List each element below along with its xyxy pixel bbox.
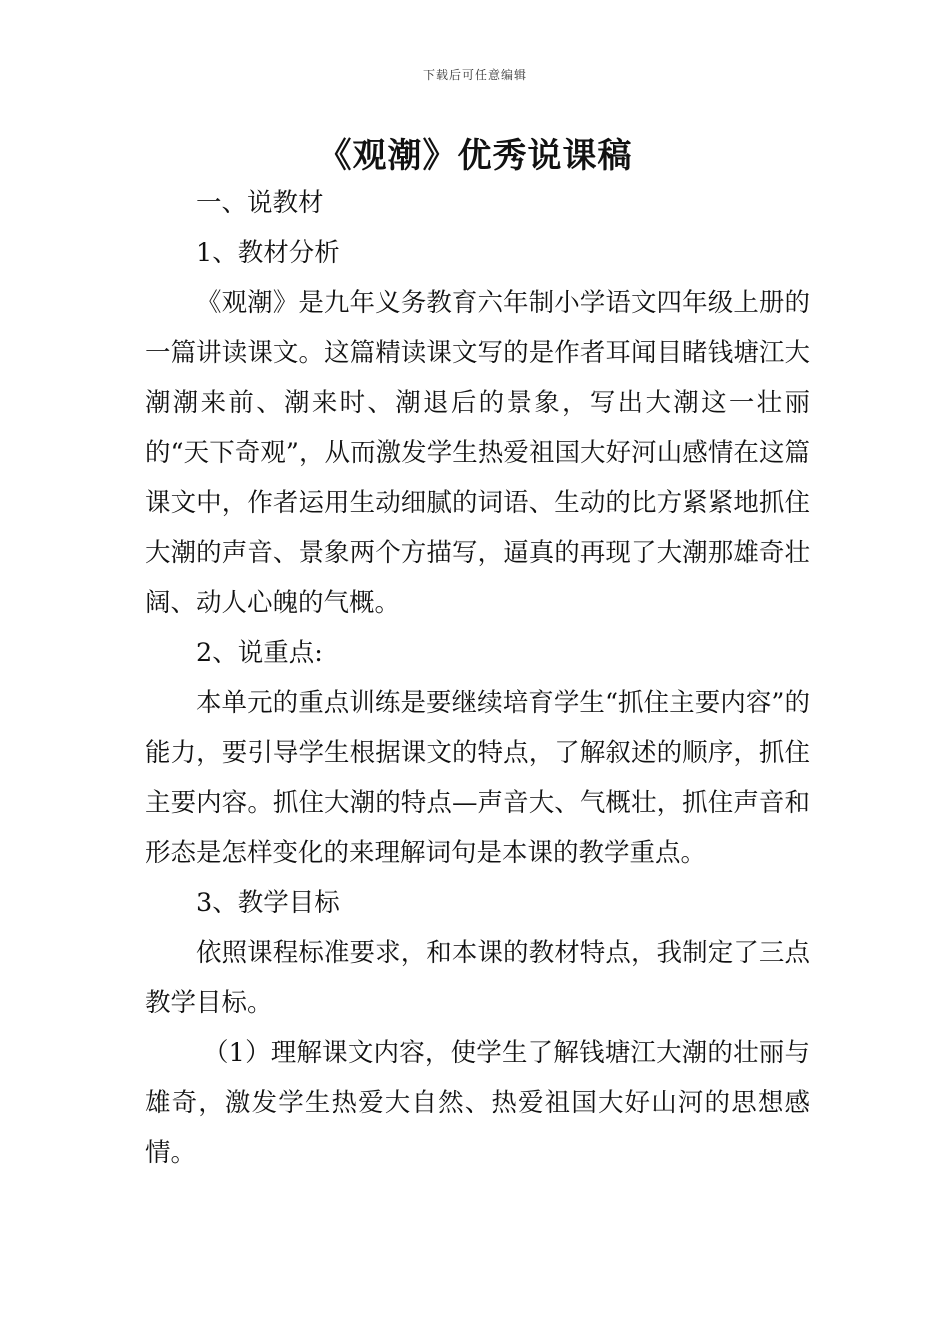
paragraph-material-analysis: 《观潮》是九年义务教育六年制小学语文四年级上册的一篇讲读课文。这篇精读课文写的是作者耳闻目睹钱塘江大潮潮来前、潮来时、潮退后的景象，写出大潮这一壮丽的“天下奇观”，从而激发学生热爱祖国大好河山感情在这篇课文中，作者运用生动细腻的词语、生动的比方紧紧地抓住大潮的声音、景象两个方描写，逼真的再现了大潮那雄奇壮阔、动人心魄的气概。 [145, 288, 810, 618]
subsection-heading-material-analysis: 1、教材分析 [196, 238, 340, 268]
section-heading-teaching-material: 一、说教材 [196, 188, 324, 218]
list-item-goal-1: （1）理解课文内容，使学生了解钱塘江大潮的壮丽与雄奇，激发学生热爱大自然、热爱祖国大好山河的思想感情。 [145, 1038, 810, 1168]
subsection-heading-teaching-goals: 3、教学目标 [196, 888, 340, 918]
document-title: 《观潮》优秀说课稿 [317, 136, 633, 176]
header-note: 下载后可任意编辑 [422, 68, 527, 82]
paragraph-teaching-goals: 依照课程标准要求，和本课的教材特点，我制定了三点教学目标。 [145, 938, 810, 1018]
document-body [145, 178, 810, 1178]
subsection-heading-key-points: 2、说重点: [196, 638, 323, 668]
paragraph-key-points: 本单元的重点训练是要继续培育学生“抓住主要内容”的能力，要引导学生根据课文的特点，了解叙述的顺序，抓住主要内容。抓住大潮的特点—声音大、气概壮，抓住声音和形态是怎样变化的来理解词句是本课的教学重点。 [145, 688, 810, 868]
